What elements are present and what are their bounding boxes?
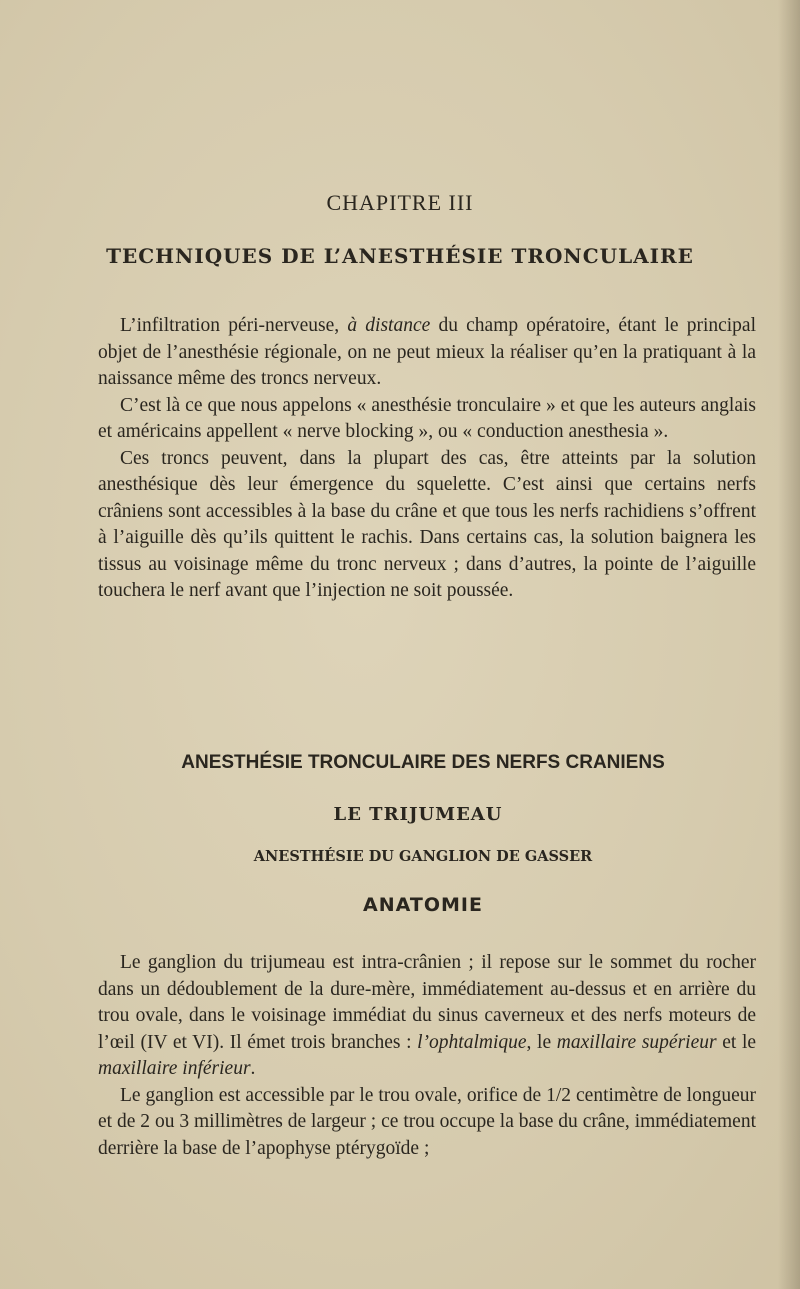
intro-text bbox=[98, 313, 756, 605]
anatomy-paragraph-2: Le ganglion est accessible par le trou ovale, orifice de 1/2 centimètre de longueur et de 2 ou 3 millimètres de largeur ; ce trou occupe la base du crâne, immédiatement derrière la base de l’apophyse ptérygoïde ; bbox=[98, 1084, 756, 1159]
intro-paragraph-1: L’infiltration péri-nerveuse, à distance du champ opératoire, étant le principal objet de l’anesthésie régionale, on ne peut mieux la réaliser qu’en la pratiquant à la naissance même des troncs nerveux. bbox=[98, 315, 757, 389]
intro-paragraph-2: C’est là ce que nous appelons « anesthésie tronculaire » et que les auteurs anglais et américains appellent « nerve blocking », ou « conduction anesthesia ». bbox=[98, 394, 756, 442]
sub-subsection-heading: ANESTHÉSIE DU GANGLION DE GASSER bbox=[253, 848, 593, 865]
intro-paragraph-3: Ces troncs peuvent, dans la plupart des cas, être atteints par la solution anesthésique dès leur émergence du squelette. C’est ainsi que certains nerfs crâniens sont accessibles à la base du crâne et que tous les nerfs rachidiens s’offrent à l’aiguille dès qu’ils quittent le rachis. Dans certains cas, la solution baignera les tissus au voisinage même du tronc nerveux ; dans d’autres, la pointe de l’aiguille touchera le nerf avant que l’injection ne soit poussée. bbox=[98, 447, 756, 601]
chapter-title: TECHNIQUES DE L’ANESTHÉSIE TRONCULAIRE bbox=[106, 244, 694, 268]
chapter-number: CHAPITRE III bbox=[326, 190, 474, 215]
anatomy-heading: ANATOMIE bbox=[363, 894, 483, 916]
anatomy-paragraph-1: Le ganglion du trijumeau est intra-crânien ; il repose sur le sommet du rocher dans un dédoublement de la dure-mère, immédiatement au-dessus et en arrière du trou ovale, dans le voisinage immédiat du sinus caverneux et des nerfs moteurs de l’œil (IV et VI). Il émet trois branches : l’ophtalmique, le maxillaire supérieur et le maxillaire inférieur. bbox=[98, 952, 757, 1079]
section-heading: ANESTHÉSIE TRONCULAIRE DES NERFS CRANIENS bbox=[181, 752, 665, 773]
anatomy-text bbox=[98, 950, 756, 1162]
subsection-heading: LE TRIJUMEAU bbox=[333, 804, 503, 825]
